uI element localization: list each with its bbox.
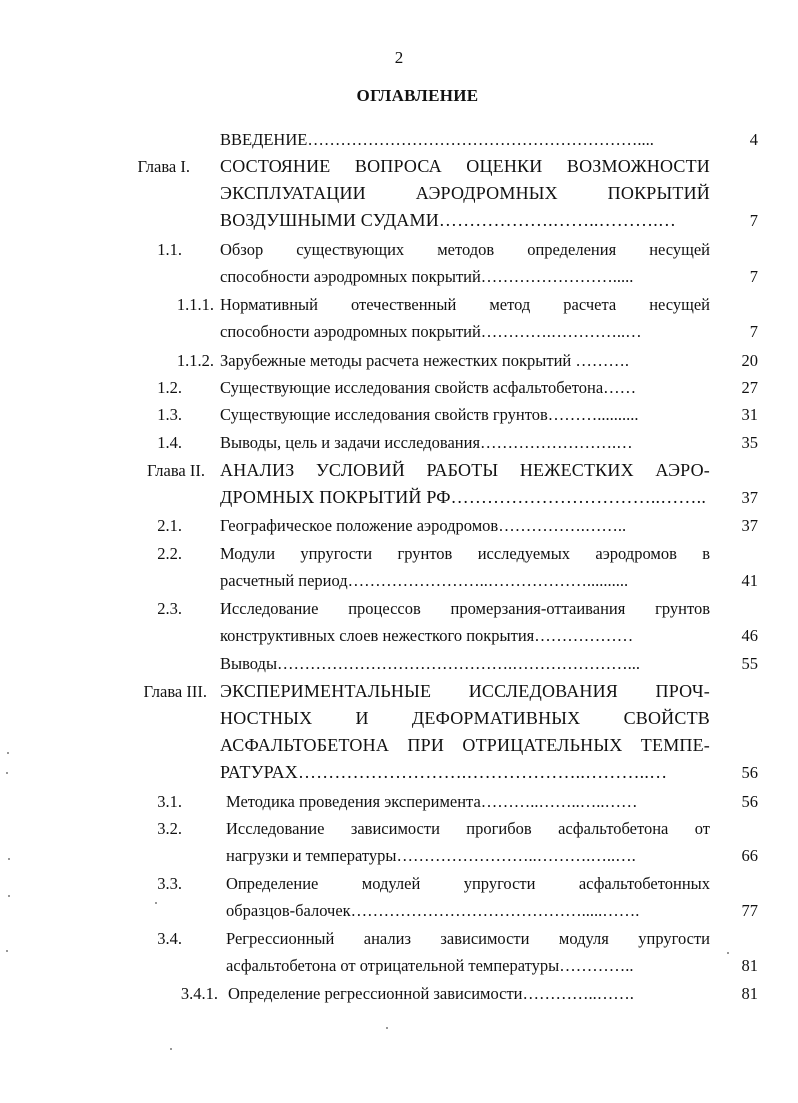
toc-entry-number: 1.1.2. <box>176 351 214 370</box>
toc-entry-number: 1.4. <box>157 433 182 452</box>
toc-entry-number: 3.3. <box>157 874 182 893</box>
toc-entry-title-line: Методика проведения эксперимента………..……..…..…… <box>226 792 638 811</box>
toc-entry-page: 4 <box>749 130 758 149</box>
toc-entry-title-line: конструктивных слоев нежесткого покрытия……………… <box>220 626 634 645</box>
toc-entry-title-line: асфальтобетона от отрицательной температуры………….. <box>226 956 634 975</box>
toc-entry-title-line: Существующие исследования свойств грунтов……….......... <box>220 405 639 424</box>
scan-speck <box>386 1027 388 1029</box>
toc-entry-page: 77 <box>741 901 758 920</box>
toc-entry-title-line: образцов-балочек…………………………………….....……. <box>226 901 640 920</box>
toc-entry-number: Глава I. <box>137 157 190 176</box>
toc-entry-title-line: нагрузки и температуры……………………..……….…..…. <box>226 846 636 865</box>
toc-entry-title-line: Выводы, цель и задачи исследования…………………….… <box>220 433 633 452</box>
toc-entry-number: 1.3. <box>157 405 182 424</box>
toc-entry-title-line: Существующие исследования свойств асфальтобетона…… <box>220 378 637 397</box>
toc-entry-page: 56 <box>741 792 758 811</box>
toc-entry-title-line: ВОЗДУШНЫМИ СУДАМИ……………….……..……….… <box>220 210 677 230</box>
scan-speck <box>6 950 8 952</box>
toc-entry-page: 7 <box>749 211 758 230</box>
toc-entry-title-line: Исследование зависимости прогибов асфальтобетона от <box>226 819 710 838</box>
scan-speck <box>155 902 157 904</box>
scan-speck <box>170 1048 172 1050</box>
toc-entry-title-line: Регрессионный анализ зависимости модуля упругости <box>226 929 710 948</box>
toc-entry-page: 56 <box>741 763 758 782</box>
toc-entry-title-line: Выводы…………………………………….…………………... <box>220 654 641 673</box>
toc-entry-page: 81 <box>741 956 758 975</box>
toc-entry-title-line: АСФАЛЬТОБЕТОНА ПРИ ОТРИЦАТЕЛЬНЫХ ТЕМПЕ- <box>220 735 710 755</box>
toc-entry-number: Глава III. <box>143 682 207 701</box>
toc-entry-title-line: ДРОМНЫХ ПОКРЫТИЙ РФ……………………………..…….. <box>220 487 707 507</box>
toc-entry-title-line: Модули упругости грунтов исследуемых аэродромов в <box>220 544 710 563</box>
toc-entry-number: 1.2. <box>157 378 182 397</box>
toc-entry-title-line: НОСТНЫХ И ДЕФОРМАТИВНЫХ СВОЙСТВ <box>220 708 710 728</box>
toc-entry-page: 31 <box>741 405 758 424</box>
toc-entry-page: 55 <box>741 654 758 673</box>
toc-entry-page: 35 <box>741 433 758 452</box>
scan-speck <box>7 752 9 754</box>
scan-speck <box>727 952 729 954</box>
toc-entry-title-line: ЭКСПЕРИМЕНТАЛЬНЫЕ ИССЛЕДОВАНИЯ ПРОЧ- <box>220 681 710 701</box>
toc-entry-number: 3.4. <box>157 929 182 948</box>
toc-entry-title-line: ВВЕДЕНИЕ…………………………………………………….... <box>220 130 654 149</box>
toc-entry-number: 3.1. <box>157 792 182 811</box>
scan-speck <box>8 895 10 897</box>
toc-entry-title-line: Нормативный отечественный метод расчета несущей <box>220 295 710 314</box>
toc-entry-title-line: Зарубежные методы расчета нежестких покрытий ………. <box>220 351 629 370</box>
toc-entry-title-line: способности аэродромных покрытий………….…………..… <box>220 322 642 341</box>
scan-speck <box>8 858 10 860</box>
toc-entry-number: Глава II. <box>147 461 205 480</box>
toc-entry-title-line: Определение регрессионной зависимости…………..……. <box>228 984 634 1003</box>
toc-entry-number: 3.4.1. <box>180 984 218 1003</box>
toc-entry-title-line: АНАЛИЗ УСЛОВИЙ РАБОТЫ НЕЖЕСТКИХ АЭРО- <box>220 460 710 480</box>
toc-entry-number: 3.2. <box>157 819 182 838</box>
toc-entry-page: 66 <box>741 846 758 865</box>
toc-entry-page: 20 <box>741 351 758 370</box>
toc-entry-page: 7 <box>749 322 758 341</box>
toc-entry-page: 46 <box>741 626 758 645</box>
toc-entry-number: 1.1. <box>157 240 182 259</box>
toc-entry-page: 27 <box>741 378 758 397</box>
toc-entry-page: 37 <box>741 488 758 507</box>
toc-entry-title-line: РАТУРАХ……………………….………………..………..… <box>220 762 668 782</box>
toc-entry-page: 37 <box>741 516 758 535</box>
toc-entry-page: 41 <box>741 571 758 590</box>
toc-entry-title-line: ЭКСПЛУАТАЦИИ АЭРОДРОМНЫХ ПОКРЫТИЙ <box>220 183 710 203</box>
toc-entry-title-line: СОСТОЯНИЕ ВОПРОСА ОЦЕНКИ ВОЗМОЖНОСТИ <box>220 156 710 176</box>
toc-entry-page: 7 <box>749 267 758 286</box>
toc-entry-title-line: способности аэродромных покрытий……………………..... <box>220 267 634 286</box>
toc-entry-title-line: расчетный период……………………..……………….......... <box>220 571 629 590</box>
scan-speck <box>6 772 8 774</box>
toc-title: ОГЛАВЛЕНИЕ <box>356 86 479 105</box>
toc-entry-number: 2.2. <box>157 544 182 563</box>
toc-entry-number: 2.1. <box>157 516 182 535</box>
toc-entry-title-line: Обзор существующих методов определения несущей <box>220 240 710 259</box>
toc-entry-title-line: Географическое положение аэродромов…………….…….. <box>220 516 627 535</box>
page-number: 2 <box>394 48 404 67</box>
toc-entry-number: 1.1.1. <box>176 295 214 314</box>
toc-entry-title-line: Определение модулей упругости асфальтобетонных <box>226 874 710 893</box>
toc-entry-title-line: Исследование процессов промерзания-оттаивания грунтов <box>220 599 710 618</box>
toc-entry-number: 2.3. <box>157 599 182 618</box>
toc-entry-page: 81 <box>741 984 758 1003</box>
